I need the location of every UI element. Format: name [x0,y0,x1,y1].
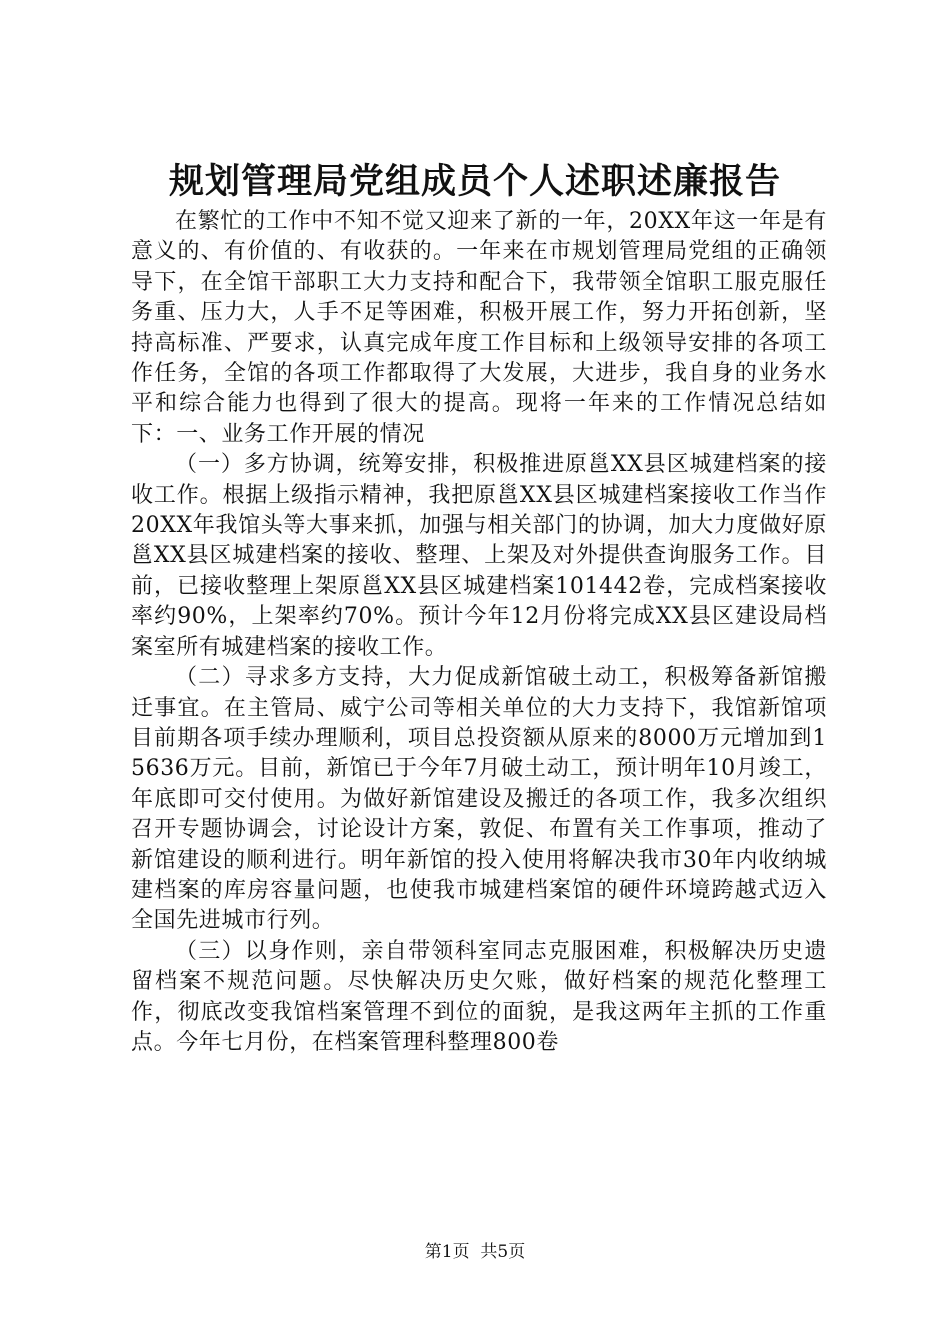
page-total: 共5页 [480,1242,526,1262]
paragraph-section-2: （二）寻求多方支持，大力促成新馆破土动工，积极筹备新馆搬迁事宜。在主管局、威宁公司等相关单位的大力支持下，我馆新馆项目前期各项手续办理顺利，项目总投资额从原来的8000万元增加到15636万元。目前，新馆已于今年7月破土动工，预计明年10月竣工，年底即可交付使用。为做好新馆建设及搬迁的各项工作，我多次组织召开专题协调会，讨论设计方案，敦促、布置有关工作事项，推动了新馆建设的顺利进行。明年新馆的投入使用将解决我市30年内收纳城建档案的库房容量问题，也使我市城建档案馆的硬件环境跨越式迈入全国先进城市行列。 [131,665,827,934]
page-number: 第1页 [424,1242,470,1262]
paragraph-intro: 在繁忙的工作中不知不觉又迎来了新的一年，20XX年这一年是有意义的、有价值的、有收获的。一年来在市规划管理局党组的正确领导下，在全馆干部职工大力支持和配合下，我带领全馆职工服克服任务重、压力大，人手不足等困难，积极开展工作，努力开拓创新，坚持高标准、严要求，认真完成年度工作目标和上级领导安排的各项工作任务，全馆的各项工作都取得了大发展，大进步，我自身的业务水平和综合能力也得到了很大的提高。现将一年来的工作情况总结如下：一、业务工作开展的情况 [131,209,827,447]
document-title: 规划管理局党组成员个人述职述廉报告 [168,161,781,202]
paragraph-section-3: （三）以身作则，亲自带领科室同志克服困难，积极解决历史遗留档案不规范问题。尽快解决历史欠账，做好档案的规范化整理工作，彻底改变我馆档案管理不到位的面貌，是我这两年主抓的工作重点。今年七月份，在档案管理科整理800卷 [131,938,827,1055]
page-footer [0,1240,950,1264]
document-body [131,207,827,1058]
paragraph-section-1: （一）多方协调，统筹安排，积极推进原邕XX县区城建档案的接收工作。根据上级指示精神，我把原邕XX县区城建档案接收工作当作20XX年我馆头等大事来抓，加强与相关部门的协调，加大力度做好原邕XX县区城建档案的接收、整理、上架及对外提供查询服务工作。目前，已接收整理上架原邕XX县区城建档案101442卷，完成档案接收率约90%，上架率约70%。预计今年12月份将完成XX县区建设局档案室所有城建档案的接收工作。 [131,452,827,660]
